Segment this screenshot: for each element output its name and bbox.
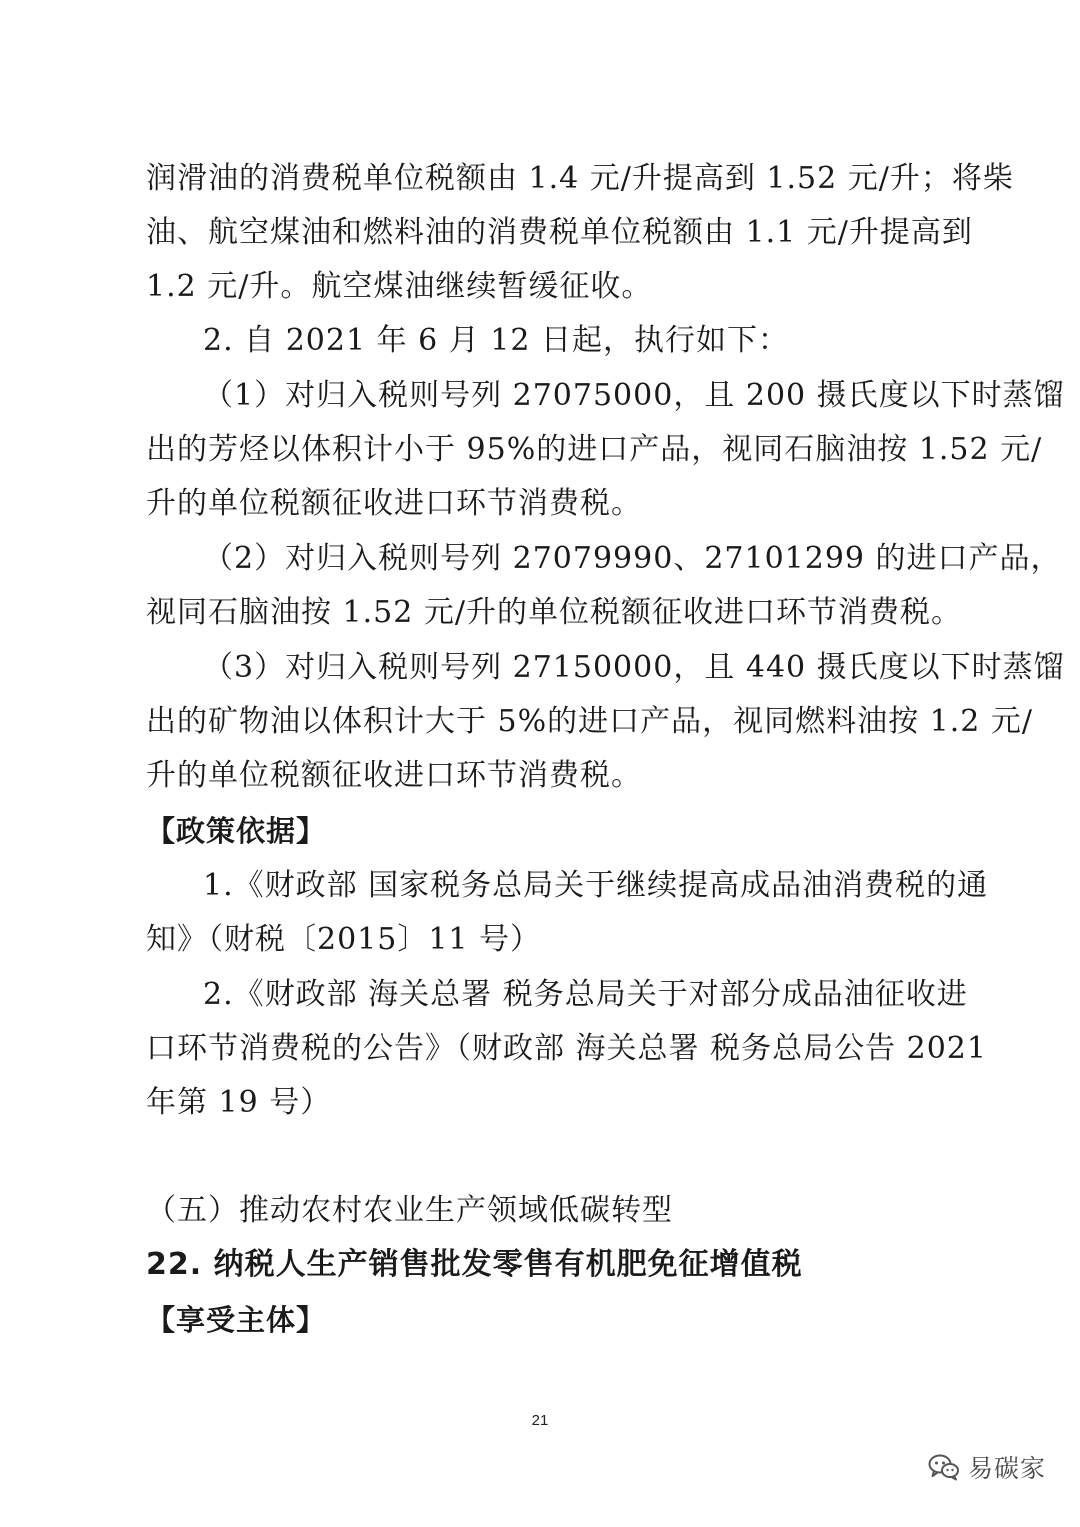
body-text-line: 升的单位税额征收进口环节消费税。 (146, 486, 642, 521)
body-text-line: 年第 19 号） (146, 1085, 332, 1120)
body-text-line: 出的芳烃以体积计小于 95%的进口产品，视同石脑油按 1.52 元/ (146, 432, 1043, 467)
subsection-title: （五）推动农村农业生产领域低碳转型 (146, 1193, 673, 1228)
body-text-line: 1.《财政部 国家税务总局关于继续提高成品油消费税的通 (203, 868, 989, 903)
section-heading-policy-basis: 【政策依据】 (146, 814, 327, 848)
watermark-label: 易碳家 (968, 1454, 1047, 1483)
body-text-line: 润滑油的消费税单位税额由 1.4 元/升提高到 1.52 元/升；将柴 (146, 161, 1014, 196)
body-text-line: 视同石脑油按 1.52 元/升的单位税额征收进口环节消费税。 (146, 595, 962, 630)
item-heading: 22. 纳税人生产销售批发零售有机肥免征增值税 (146, 1247, 803, 1282)
body-text-line: 1.2 元/升。航空煤油继续暂缓征收。 (146, 269, 653, 304)
body-text-line: （3）对归入税则号列 27150000，且 440 摄氏度以下时蒸馏 (203, 650, 1065, 685)
body-text-line: （2）对归入税则号列 27079990、27101299 的进口产品， (203, 541, 1062, 576)
section-heading-beneficiary: 【享受主体】 (146, 1303, 327, 1337)
body-text-line: 口环节消费税的公告》（财政部 海关总署 税务总局公告 2021 (146, 1031, 987, 1066)
body-text-line: 出的矿物油以体积计大于 5%的进口产品，视同燃料油按 1.2 元/ (146, 704, 1034, 739)
body-text-line: 知》（财税〔2015〕11 号） (146, 922, 542, 957)
wechat-icon (928, 1453, 960, 1481)
body-text-line: 油、航空煤油和燃料油的消费税单位税额由 1.1 元/升提高到 (146, 215, 973, 250)
body-text-line: 2. 自 2021 年 6 月 12 日起，执行如下： (203, 323, 789, 358)
body-text-line: （1）对归入税则号列 27075000，且 200 摄氏度以下时蒸馏 (203, 378, 1065, 413)
body-text-line: 升的单位税额征收进口环节消费税。 (146, 758, 642, 793)
page-number: 21 (531, 1412, 549, 1429)
body-text-line: 2.《财政部 海关总署 税务总局关于对部分成品油征收进 (203, 977, 968, 1012)
watermark (928, 1447, 1046, 1487)
